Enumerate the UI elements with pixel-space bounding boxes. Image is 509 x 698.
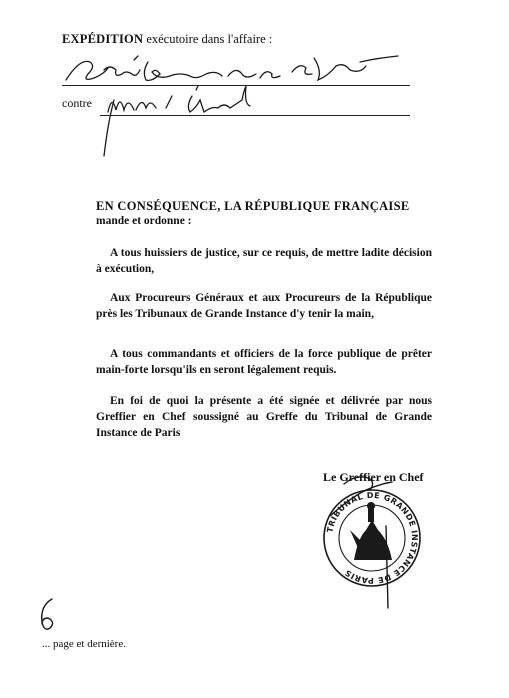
court-seal-stamp — [310, 468, 430, 608]
formula-subtitle: mande et ordonne : — [96, 215, 192, 227]
paragraph-2: Aux Procureurs Généraux et aux Procureurs de la République près les Tribunaux de Grande Instance d'y tenir la main, — [96, 292, 432, 320]
paragraph-3: A tous commandants et officiers de la force publique de prêter main-forte lorsqu'ils en seront légalement requis. — [96, 348, 432, 376]
expedition-title-rest: exécutoire dans l'affaire : — [143, 32, 273, 46]
handwritten-page-number — [34, 596, 64, 636]
paragraph-4: En foi de quoi la présente a été signée et délivrée par nous Greffier en Chef soussigné au Greffe du Tribunal de Grande Instance de Paris — [96, 395, 432, 439]
party-2-rule — [100, 115, 410, 116]
page-footer-note: ... page et dernière. — [42, 638, 126, 650]
handwritten-party-2 — [100, 82, 270, 172]
paragraph-1: A tous huissiers de justice, sur ce requis, de mettre ladite décision à exécution, — [96, 247, 432, 275]
signature-label: Le Greffier en Chef — [323, 470, 424, 484]
contre-label: contre — [62, 96, 92, 110]
formula-title: EN CONSÉQUENCE, LA RÉPUBLIQUE FRANÇAISE — [96, 199, 410, 213]
expedition-title-bold: EXPÉDITION — [62, 32, 144, 46]
svg-text:TRIBUNAL DE GRANDE INSTANCE DE: TRIBUNAL DE GRANDE INSTANCE DE PARIS — [325, 490, 420, 586]
expedition-heading — [62, 32, 272, 47]
